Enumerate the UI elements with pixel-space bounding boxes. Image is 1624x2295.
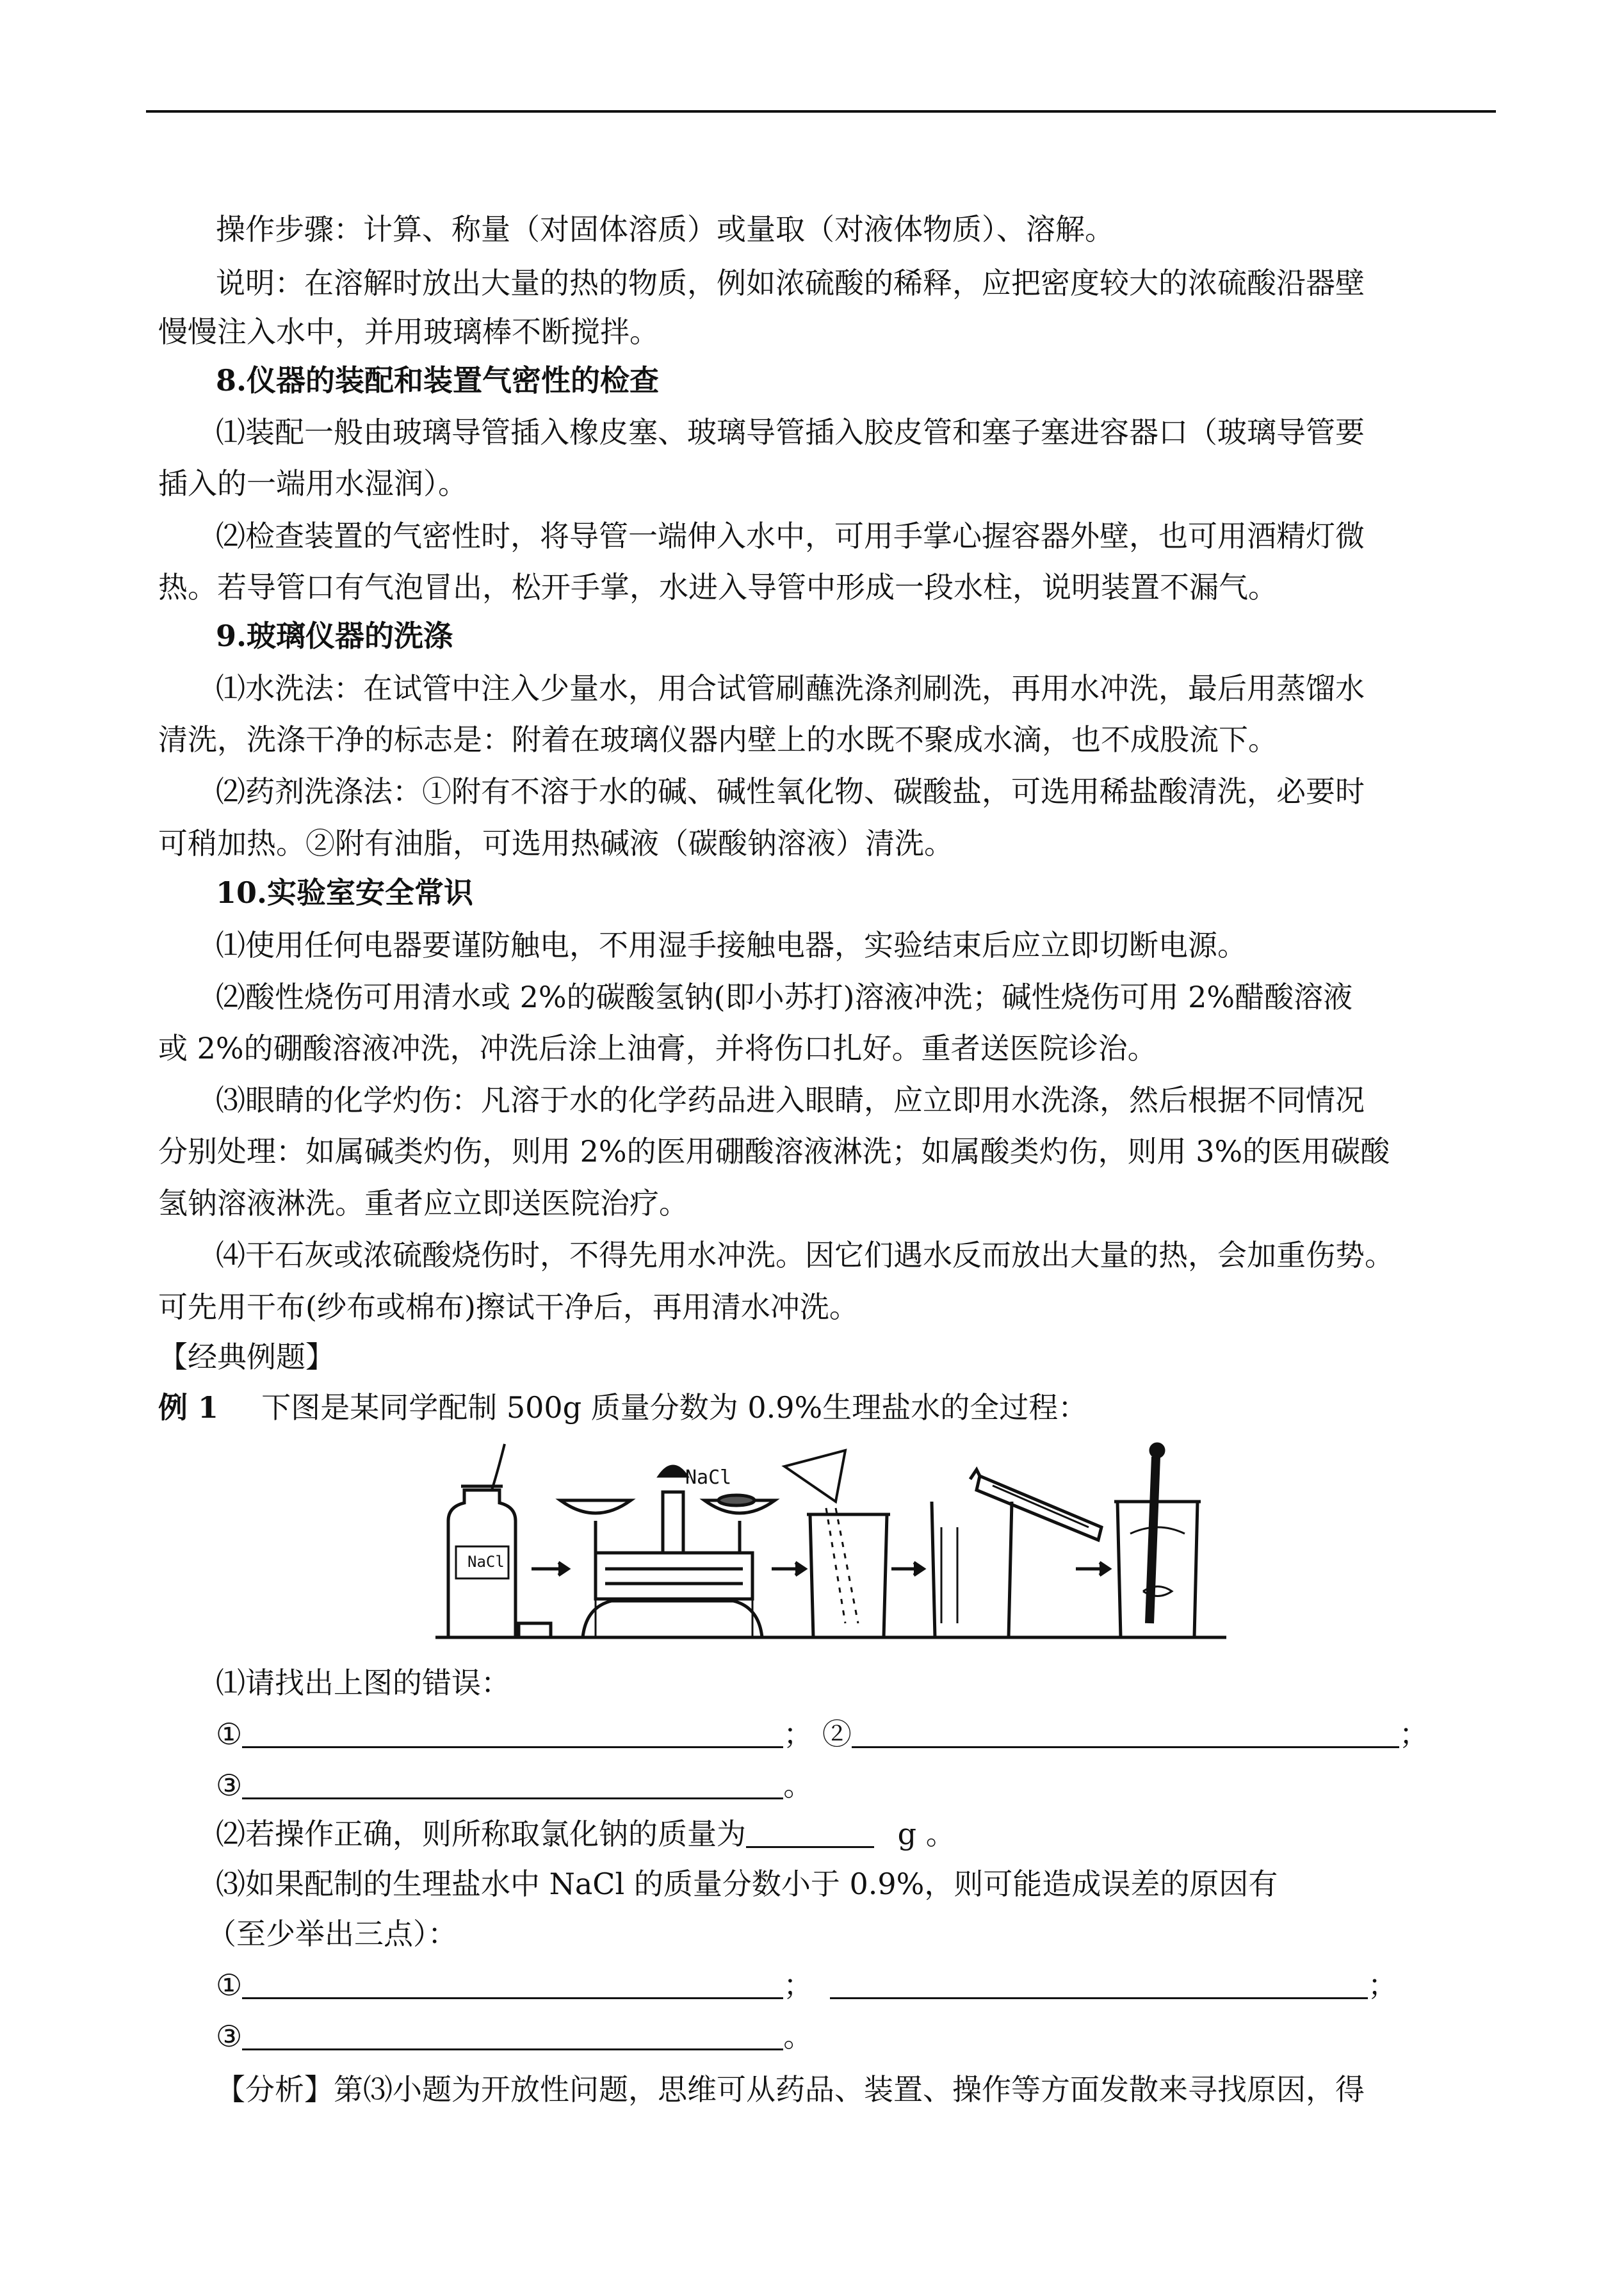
answer-blank[interactable] bbox=[746, 1821, 874, 1848]
reagent-bottle bbox=[448, 1444, 516, 1637]
circle-number: ③ bbox=[216, 2019, 243, 2054]
text-line: ⑴装配一般由玻璃导管插入橡皮塞、玻璃导管插入胶皮管和塞子塞进容器口（玻璃导管要 bbox=[216, 415, 1365, 450]
beaker-with-paper bbox=[784, 1450, 890, 1637]
text-line: 热。若导管口有气泡冒出，松开手掌，水进入导管中形成一段水柱，说明装置不漏气。 bbox=[158, 570, 1278, 604]
text-line: ⑷干石灰或浓硫酸烧伤时，不得先用水冲洗。因它们遇水反而放出大量的热，会加重伤势。 bbox=[216, 1238, 1394, 1272]
text-line: ⑴水洗法：在试管中注入少量水，用合试管刷蘸洗涤剂刷洗，再用水冲洗，最后用蒸馏水 bbox=[216, 671, 1365, 706]
text-line: 操作步骤：计算、称量（对固体溶质）或量取（对液体物质）、溶解。 bbox=[216, 212, 1114, 247]
text-line: 分别处理：如属碱类灼伤，则用 2%的医用硼酸溶液淋洗；如属酸类灼伤，则用 3%的医用碳酸 bbox=[158, 1134, 1390, 1169]
circle-number: ① bbox=[216, 1968, 243, 2002]
process-arrow bbox=[1076, 1562, 1109, 1575]
punctuation: 。 bbox=[783, 1768, 813, 1803]
section-heading-9: 9.玻璃仪器的洗涤 bbox=[216, 619, 453, 653]
circle-number: ③ bbox=[216, 1768, 243, 1803]
text-line: 氢钠溶液淋洗。重者应立即送医院治疗。 bbox=[158, 1186, 688, 1220]
answer-line-2 bbox=[216, 1766, 813, 1804]
analysis-text: 【分析】第⑶小题为开放性问题，思维可从药品、装置、操作等方面发散来寻找原因，得 bbox=[216, 2072, 1365, 2107]
text-line: ⑵检查装置的气密性时，将导管一端伸入水中，可用手掌心握容器外壁，也可用酒精灯微 bbox=[216, 519, 1365, 553]
punctuation: ； bbox=[783, 1968, 813, 2002]
question-3: ⑶如果配制的生理盐水中 NaCl 的质量分数小于 0.9%，则可能造成误差的原因有 bbox=[216, 1867, 1278, 1901]
text-line: 慢慢注入水中，并用玻璃棒不断搅拌。 bbox=[158, 314, 659, 349]
section-label-examples: 【经典例题】 bbox=[158, 1340, 335, 1374]
answer-blank[interactable] bbox=[242, 1772, 783, 1799]
text-line: 或 2%的硼酸溶液冲洗，冲洗后涂上油膏，并将伤口扎好。重者送医院诊治。 bbox=[158, 1031, 1157, 1066]
punctuation: ； bbox=[1367, 1968, 1397, 2002]
answer-blank[interactable] bbox=[830, 1972, 1368, 1999]
beaker-with-cylinder bbox=[932, 1470, 1101, 1637]
answer-blank[interactable] bbox=[242, 2023, 783, 2050]
text-line: 可稍加热。②附有油脂，可选用热碱液（碳酸钠溶液）清洗。 bbox=[158, 826, 954, 861]
process-arrow bbox=[772, 1562, 805, 1575]
bottle-label: NaCl bbox=[467, 1553, 505, 1571]
section-heading-10: 10.实验室安全常识 bbox=[216, 875, 474, 910]
answer-line-4 bbox=[216, 2017, 813, 2056]
process-arrow bbox=[891, 1562, 923, 1575]
beaker-with-stirring-rod bbox=[1114, 1444, 1201, 1637]
answer-line-1 bbox=[216, 1715, 1429, 1753]
section-heading-8: 8.仪器的装配和装置气密性的检查 bbox=[216, 363, 660, 398]
text-line: ⑵酸性烧伤可用清水或 2%的碳酸氢钠(即小苏打)溶液冲洗；碱性烧伤可用 2%醋酸溶液 bbox=[216, 980, 1353, 1014]
punctuation: ； bbox=[783, 1717, 813, 1751]
answer-blank[interactable] bbox=[242, 1721, 783, 1748]
text-line: 可先用干布(纱布或棉布)擦试干净后，再用清水冲洗。 bbox=[158, 1290, 859, 1324]
answer-line-3 bbox=[216, 1966, 1397, 2004]
weighing-dish bbox=[519, 1623, 551, 1637]
process-arrow bbox=[532, 1562, 568, 1575]
example-line bbox=[158, 1388, 1087, 1427]
experiment-diagram bbox=[435, 1431, 1230, 1642]
example-text: 下图是某同学配制 500g 质量分数为 0.9%生理盐水的全过程： bbox=[261, 1390, 1088, 1425]
question-text: ⑵若操作正确，则所称取氯化钠的质量为 bbox=[216, 1817, 746, 1851]
punctuation: 。 bbox=[783, 2019, 813, 2054]
circle-number: ② bbox=[822, 1717, 852, 1751]
circle-number: ① bbox=[216, 1717, 243, 1751]
question-3-note: （至少举出三点）： bbox=[207, 1917, 457, 1951]
answer-blank[interactable] bbox=[852, 1721, 1399, 1748]
example-label: 例 1 bbox=[158, 1390, 219, 1425]
text-line: 插入的一端用水湿润）。 bbox=[158, 466, 467, 501]
question-2 bbox=[216, 1815, 955, 1853]
balance-label: NaCl bbox=[685, 1466, 732, 1489]
question-1: ⑴请找出上图的错误： bbox=[216, 1666, 510, 1700]
text-line: 说明：在溶解时放出大量的热的物质，例如浓硫酸的稀释，应把密度较大的浓硫酸沿器壁 bbox=[216, 266, 1365, 300]
header-rule bbox=[146, 110, 1496, 113]
answer-blank[interactable] bbox=[242, 1972, 783, 1999]
text-line: 清洗，洗涤干净的标志是：附着在玻璃仪器内壁上的水既不聚成水滴，也不成股流下。 bbox=[158, 722, 1278, 757]
text-line: ⑶眼睛的化学灼伤：凡溶于水的化学药品进入眼睛，应立即用水洗涤，然后根据不同情况 bbox=[216, 1083, 1365, 1117]
unit-text: g 。 bbox=[897, 1817, 955, 1851]
balance bbox=[560, 1466, 775, 1637]
text-line: ⑵药剂洗涤法：①附有不溶于水的碱、碱性氧化物、碳酸盐，可选用稀盐酸清洗，必要时 bbox=[216, 774, 1365, 809]
text-line: ⑴使用任何电器要谨防触电，不用湿手接触电器，实验结束后应立即切断电源。 bbox=[216, 928, 1247, 962]
punctuation: ； bbox=[1399, 1717, 1429, 1751]
